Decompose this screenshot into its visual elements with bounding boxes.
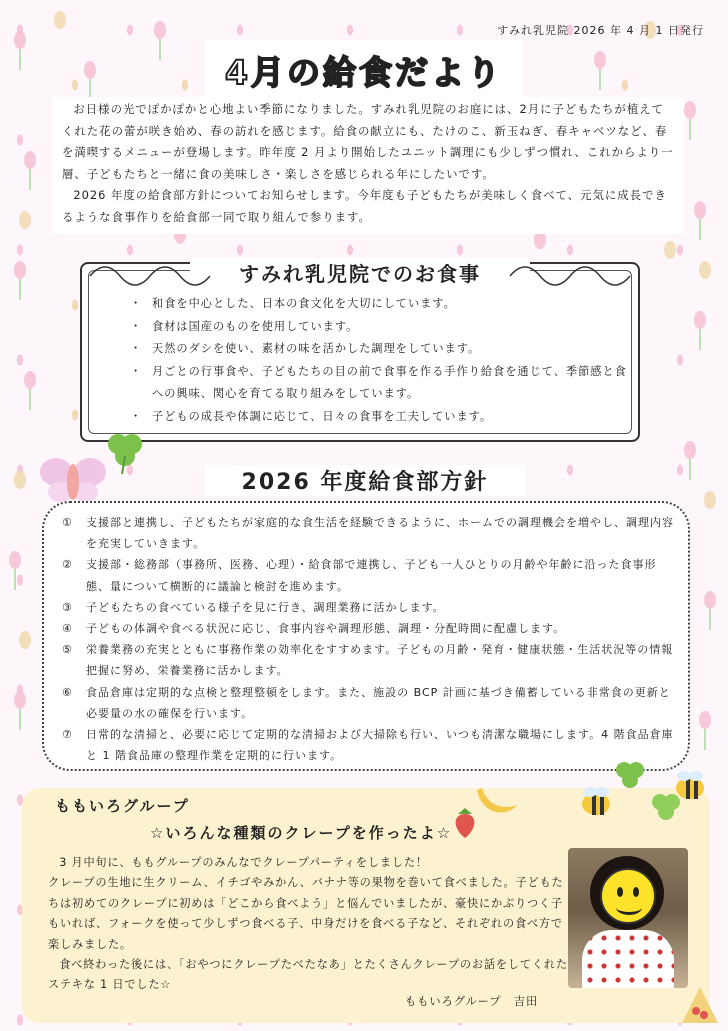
list-item: ① 支援部と連携し、子どもたちが家庭的な食生活を経験できるように、ホームでの調理機会を増やし、調理内容を充実していきます。 — [62, 516, 674, 551]
signature: ももいろグループ 吉田 — [405, 995, 539, 1008]
ornamental-curls — [80, 256, 640, 286]
report-paragraph: クレープの生地に生クリーム、イチゴやみかん、バナナ等の果物を巻いて食べました。子どもたちは初めてのクレープに初めは「どこから食べよう」と悩んでいましたが、豪快にかぶりつく子もいれば、フォークを使って少しずつ食べる子、中身だけを食べる子など、それぞれの食べ方で楽しみました。 — [48, 876, 564, 951]
clover-icon — [646, 788, 686, 828]
report-headline: ☆いろんな種類のクレープを作ったよ☆ — [150, 824, 453, 842]
meals-list — [130, 293, 630, 429]
list-item: ・ 天然のダシを使い、素材の味を活かした調理をしています。 — [130, 338, 630, 361]
list-item: ・ 和食を中心とした、日本の食文化を大切にしています。 — [130, 293, 630, 316]
list-item: ・ 月ごとの行事食や、子どもたちの目の前で食事を作る手作り給食を通じて、季節感と食への興味、関心を育てる取り組みをしています。 — [130, 361, 630, 406]
report-paragraph: 食べ終わった後には、「おやつにクレープたべたなあ」とたくさんクレープのお話をしてくれたステキな 1 日でした☆ — [48, 958, 568, 992]
list-item: ⑦ 日常的な清掃と、必要に応じて定期的な清掃および大掃除も行い、いつも清潔な職場にします。4 階食品倉庫と 1 階食品庫の整理作業を定期的に行います。 — [62, 728, 674, 763]
intro-text — [52, 97, 684, 234]
meals-section-title: すみれ乳児院でのお食事 — [190, 258, 530, 287]
policy-list — [62, 512, 677, 766]
report-text — [48, 853, 568, 996]
clover-icon — [610, 756, 650, 796]
intro-paragraph: お日様の光でぽかぽかと心地よい季節になりました。すみれ乳児院のお庭には、2月に子どもたちが植えてくれた花の蕾が咲き始め、春の訪れを感じます。給食の献立にも、たけのこ、新玉ねぎ、春キャベツなど、春を満喫するメニューが登場します。昨年度 2 月より開始したユニット調理にも少しずつ慣れ、これからより一層、子どもたちと一緒に食の美味しさ・楽しさを感じられる年にしたいです。 — [62, 102, 674, 181]
smiley-face-icon — [600, 868, 656, 924]
list-item: ② 支援部・総務部（事務所、医務、心理）・給食部で連携し、子ども一人ひとりの月齢や年齢に沿った食事形態、量について横断的に議論と検討を進めます。 — [62, 558, 657, 593]
group-name: ももいろグループ — [55, 797, 190, 815]
list-item: ⑥ 食品倉庫は定期的な点検と整理整頓をします。また、施設の BCP 計画に基づき備蓄している非常食の更新と必要量の水の確保を行います。 — [62, 685, 671, 720]
issue-date: すみれ乳児院 2026 年 4 月 1 日発行 — [497, 24, 704, 37]
intro-paragraph: 2026 年度の給食部方針についてお知らせします。今年度も子どもたちが美味しく食べて、元気に成長できるような食事作りを給食部一同で取り組んで参ります。 — [62, 188, 667, 224]
list-item: ⑤ 栄養業務の充実とともに事務作業の効率化をすすめます。子どもの月齢・発育・健康状態・生活状況等の情報把握に努め、栄養業務に活かします。 — [62, 643, 674, 678]
crepe-icon — [680, 985, 720, 1025]
page-title: 4月の給食だより — [225, 52, 503, 92]
banana-icon — [472, 780, 522, 820]
list-item: ④ 子どもの体調や食べる状況に応じ、食事内容や調理形態、調理・分配時間に配慮します。 — [62, 622, 566, 636]
butterfly-icon — [38, 452, 108, 507]
report-paragraph: 3 月中旬に、ももグループのみんなでクレープパーティをしました！ — [59, 856, 428, 869]
title-banner — [205, 40, 523, 100]
child-photo — [568, 848, 688, 988]
list-item: ・ 子どもの成長や体調に応じて、日々の食事を工夫しています。 — [130, 406, 630, 429]
list-item: ・ 食材は国産のものを使用しています。 — [130, 316, 630, 339]
policy-section-title: 2026 年度給食部方針 — [205, 465, 525, 496]
list-item: ③ 子どもたちの食べている様子を見に行き、調理業務に活かします。 — [62, 600, 445, 614]
